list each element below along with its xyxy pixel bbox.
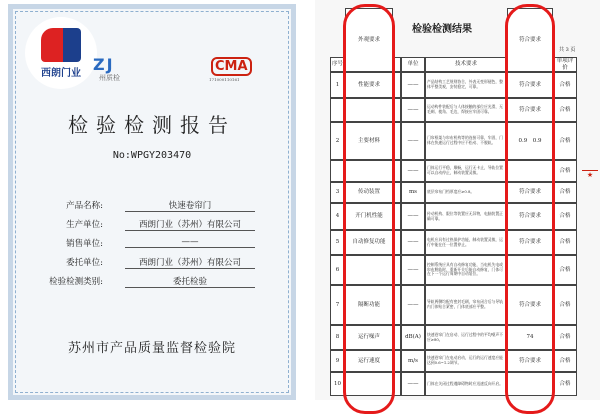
- row-tech: 快速卷帘门在启动、运行过程中的平均噪声不应≥80。: [425, 325, 507, 350]
- row-item: 开门机性能: [345, 203, 393, 230]
- row-item: 传动装置: [345, 182, 393, 203]
- row-unit: dB(A): [401, 325, 425, 350]
- row-tech: 运动构件装配后与人体接触的部位应光滑，无毛刺、棱角、毛边，焊接应牢固可靠。: [425, 98, 507, 122]
- row-tech: 快速卷帘门在电动启动，运行的运行速度应能达到0.6~1.2调节。: [425, 350, 507, 372]
- row-eval: 合格: [553, 325, 577, 350]
- field-label: 销售单位:: [66, 239, 103, 249]
- row-item: 运行速度: [345, 350, 393, 372]
- row-seq: 1: [330, 72, 345, 98]
- cover-field: [43, 199, 243, 213]
- row-seq: 10: [330, 372, 345, 396]
- row-item: 自动修复功能: [345, 230, 393, 255]
- row-tech: 电机应具有过热保护功能，制动装置灵敏，运行中能在任一位置停止。: [425, 230, 507, 255]
- row-tech: 传动机构、限位等装置应无异物，电脑装置正确可靠。: [425, 203, 507, 230]
- row-item: 隔断功能: [345, 285, 393, 325]
- row-result: 74: [507, 325, 553, 350]
- lion-icon: [41, 28, 81, 62]
- field-value: 快速卷帘门: [125, 199, 255, 212]
- row-eval: 合格: [553, 98, 577, 122]
- cma-number: 171000110161: [209, 77, 240, 82]
- field-label: 委托单位:: [66, 258, 103, 268]
- row-tech: 产品结构工艺规则协合，外表无变形褪色，整体平整美观，安装稳定，可靠。: [425, 72, 507, 98]
- field-label: 检验检测类别:: [49, 277, 103, 287]
- company-logo: [25, 17, 97, 89]
- result-column-highlight: [505, 4, 555, 414]
- row-tech: 门体在关闭过程遇障碍物时应迅速反向开启。: [425, 372, 507, 396]
- inspection-report-cover: [8, 4, 296, 400]
- results-title: 检验检测结果: [412, 24, 472, 35]
- cover-title: 检验检测报告: [68, 113, 236, 137]
- page-count: 共 3 页: [559, 47, 576, 53]
- row-eval: 合格: [553, 285, 577, 325]
- row-seq: 3: [330, 182, 345, 203]
- row-eval: 合格: [553, 372, 577, 396]
- row-tech: 门帘框架与帘布机构等的连接可靠，牢固，门体在快速运行过程中应不松动、不脱轨。: [425, 122, 507, 160]
- cover-field: [43, 256, 243, 270]
- row-result: 符合要求: [507, 72, 553, 98]
- cover-field: [43, 237, 243, 251]
- row-result: 符合要求: [507, 230, 553, 255]
- report-number: No:WPGY203470: [112, 150, 192, 161]
- row-result: 符合要求: [507, 203, 553, 230]
- header-seq: 序号: [330, 57, 345, 72]
- row-seq: 8: [330, 325, 345, 350]
- row-result: 符合要求: [507, 182, 553, 203]
- row-eval: 合格: [553, 350, 577, 372]
- row-unit: ——: [401, 285, 425, 325]
- header-unit: 单位: [401, 57, 425, 72]
- row-eval: 合格: [553, 72, 577, 98]
- field-value: 西朗门业（苏州）有限公司: [125, 218, 255, 231]
- row-seq: 7: [330, 285, 345, 325]
- row-unit: ——: [401, 98, 425, 122]
- agency-name: 州质检: [99, 74, 120, 82]
- field-label: 产品名称:: [66, 201, 103, 211]
- row-eval: 合格: [553, 122, 577, 160]
- agency-logo: ZJ: [93, 55, 115, 74]
- row-unit: ——: [401, 160, 425, 182]
- row-seq: 4: [330, 203, 345, 230]
- field-value: 西朗门业（苏州）有限公司: [125, 256, 255, 269]
- row-eval: 合格: [553, 203, 577, 230]
- row-result: 符合要求: [507, 285, 553, 325]
- row-tech: 底层帘布门档厚度应≥0.8。: [425, 182, 507, 203]
- field-value: 委托检验: [125, 275, 255, 288]
- header-result: 符合要求: [507, 8, 553, 72]
- row-unit: ——: [401, 372, 425, 396]
- row-seq: 5: [330, 230, 345, 255]
- row-item: 运行噪声: [345, 325, 393, 350]
- institute-name: 苏州市产品质量监督检验院: [67, 341, 236, 356]
- row-result: 0.9 0.9: [507, 122, 553, 160]
- row-seq: 2: [330, 122, 345, 160]
- row-eval: 合格: [553, 255, 577, 285]
- row-eval: 合格: [553, 182, 577, 203]
- row-seq: 6: [330, 255, 345, 285]
- row-unit: ——: [401, 122, 425, 160]
- row-unit: m/s: [401, 350, 425, 372]
- row-unit: ms: [401, 182, 425, 203]
- header-eval: 单项评价: [553, 57, 577, 72]
- row-tech: 控制系统应具有自动修复功能，当电机失电或帘布脱轨时，重新开关后能自动修复，门体可在下一个运行周期中自动复位。: [425, 255, 507, 285]
- cover-field: [43, 218, 243, 232]
- row-seq: 9: [330, 350, 345, 372]
- row-result: 符合要求: [507, 98, 553, 122]
- row-tech: 门体运行平稳，顺畅，运行无卡止，导轨位置可以自动停止，制动装置灵敏。: [425, 160, 507, 182]
- row-result: 符合要求: [507, 350, 553, 372]
- row-eval: 合格: [553, 160, 577, 182]
- row-unit: ——: [401, 255, 425, 285]
- cma-mark: CMA: [211, 57, 252, 76]
- row-unit: ——: [401, 72, 425, 98]
- field-label: 生产单位:: [66, 220, 103, 230]
- red-stamp: ★: [582, 170, 598, 179]
- inspection-results-page: [315, 0, 600, 400]
- header-tech: 技术要求: [425, 57, 507, 72]
- row-tech: 导轨两侧均配有密封毛刷，帘布闭合后与导轨内门体贴合紧密，门体底部应平整。: [425, 285, 507, 325]
- field-value: ——: [125, 237, 255, 248]
- row-eval: 合格: [553, 230, 577, 255]
- row-item: 主要材料: [345, 122, 393, 160]
- header-item: 外观要求: [345, 8, 393, 72]
- row-unit: ——: [401, 203, 425, 230]
- row-item: 性能要求: [345, 72, 393, 98]
- item-column-highlight: [343, 4, 395, 414]
- logo-text: 西朗门业: [41, 67, 81, 79]
- row-unit: ——: [401, 230, 425, 255]
- cover-field: [43, 275, 243, 289]
